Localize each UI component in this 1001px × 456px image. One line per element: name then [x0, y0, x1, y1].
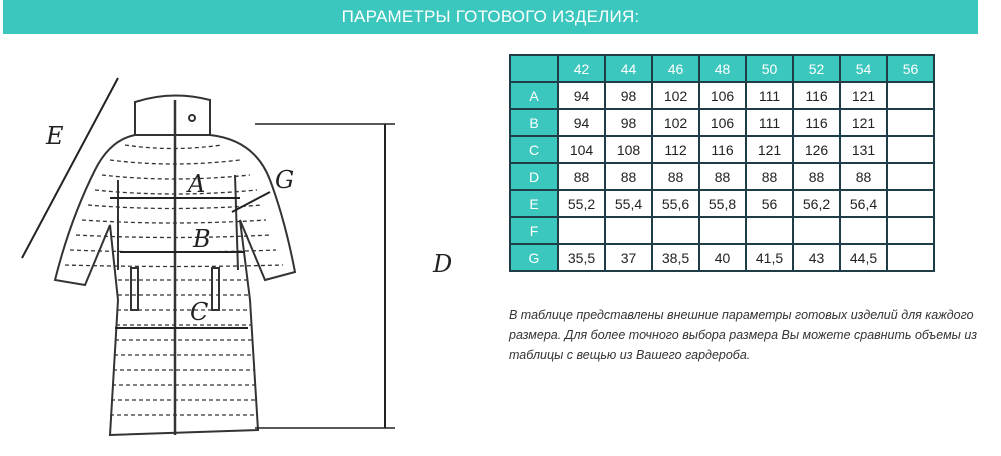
- table-row: [510, 217, 934, 244]
- table-cell: [887, 190, 934, 217]
- table-note: В таблице представлены внешние параметры готовых изделий для каждого размера. Для более точного выбора размера Вы можете сравнить объемы из таблицы с вещью из Вашего гардероба.: [509, 308, 978, 362]
- table-cell: 38,5: [652, 244, 699, 271]
- table-cell: 40: [699, 244, 746, 271]
- table-cell: 106: [699, 82, 746, 109]
- row-label-a: A: [510, 82, 558, 109]
- size-header-44: 44: [605, 55, 652, 82]
- table-cell: 55,2: [558, 190, 605, 217]
- table-cell: [887, 109, 934, 136]
- table-cell: [840, 217, 887, 244]
- table-cell: 88: [652, 163, 699, 190]
- size-header-46: 46: [652, 55, 699, 82]
- table-row: [510, 82, 934, 109]
- table-cell: 88: [746, 163, 793, 190]
- row-label-g: G: [510, 244, 558, 271]
- size-header-48: 48: [699, 55, 746, 82]
- label-g: G: [275, 166, 295, 194]
- table-cell: 121: [840, 109, 887, 136]
- table-cell: [746, 217, 793, 244]
- label-d: D: [433, 250, 453, 278]
- table-cell: 88: [699, 163, 746, 190]
- table-cell: 108: [605, 136, 652, 163]
- table-cell: 41,5: [746, 244, 793, 271]
- table-cell: 35,5: [558, 244, 605, 271]
- table-cell: 94: [558, 82, 605, 109]
- size-header-56: 56: [887, 55, 934, 82]
- garment-sketch: [0, 40, 500, 456]
- table-cell: 116: [793, 82, 840, 109]
- row-label-f: F: [510, 217, 558, 244]
- table-cell: [887, 136, 934, 163]
- table-cell: 126: [793, 136, 840, 163]
- table-cell: 111: [746, 82, 793, 109]
- size-parameters-table: [509, 54, 935, 272]
- table-cell: [605, 217, 652, 244]
- table-header-row: [510, 55, 934, 82]
- table-cell: 111: [746, 109, 793, 136]
- row-label-e: E: [510, 190, 558, 217]
- table-cell: 55,4: [605, 190, 652, 217]
- label-e: E: [46, 122, 64, 150]
- table-cell: 131: [840, 136, 887, 163]
- table-cell: 104: [558, 136, 605, 163]
- table-cell: 98: [605, 82, 652, 109]
- table-cell: 121: [746, 136, 793, 163]
- table-cell: 88: [793, 163, 840, 190]
- table-cell: 116: [793, 109, 840, 136]
- label-a: A: [188, 170, 206, 198]
- page-title: ПАРАМЕТРЫ ГОТОВОГО ИЗДЕЛИЯ:: [341, 7, 640, 26]
- page-title-banner: [3, 0, 978, 34]
- table-cell: [887, 244, 934, 271]
- size-header-52: 52: [793, 55, 840, 82]
- table-cell: 98: [605, 109, 652, 136]
- table-cell: 88: [840, 163, 887, 190]
- table-cell: [887, 82, 934, 109]
- row-label-d: D: [510, 163, 558, 190]
- table-row: [510, 244, 934, 271]
- table-body: [510, 82, 934, 271]
- table-cell: 102: [652, 82, 699, 109]
- table-cell: 44,5: [840, 244, 887, 271]
- table-row: [510, 190, 934, 217]
- table-cell: 88: [605, 163, 652, 190]
- table-row: [510, 163, 934, 190]
- table-cell: 55,6: [652, 190, 699, 217]
- table-cell: [887, 217, 934, 244]
- table-cell: 43: [793, 244, 840, 271]
- row-label-c: C: [510, 136, 558, 163]
- table-cell: 37: [605, 244, 652, 271]
- table-cell: 55,8: [699, 190, 746, 217]
- size-header-42: 42: [558, 55, 605, 82]
- table-cell: 88: [558, 163, 605, 190]
- size-header-54: 54: [840, 55, 887, 82]
- table-cell: 121: [840, 82, 887, 109]
- table-cell: [699, 217, 746, 244]
- table-cell: 116: [699, 136, 746, 163]
- label-b: B: [193, 225, 211, 253]
- table-row: [510, 136, 934, 163]
- table-row: [510, 109, 934, 136]
- table-cell: 56: [746, 190, 793, 217]
- table-cell: 94: [558, 109, 605, 136]
- table-cell: [793, 217, 840, 244]
- table-cell: 102: [652, 109, 699, 136]
- table-cell: 56,4: [840, 190, 887, 217]
- table-corner-cell: [510, 55, 558, 82]
- row-label-b: B: [510, 109, 558, 136]
- table-cell: 112: [652, 136, 699, 163]
- table-cell: [652, 217, 699, 244]
- table-cell: [887, 163, 934, 190]
- table-cell: 106: [699, 109, 746, 136]
- label-c: C: [190, 298, 209, 326]
- size-header-50: 50: [746, 55, 793, 82]
- table-cell: 56,2: [793, 190, 840, 217]
- table-cell: [558, 217, 605, 244]
